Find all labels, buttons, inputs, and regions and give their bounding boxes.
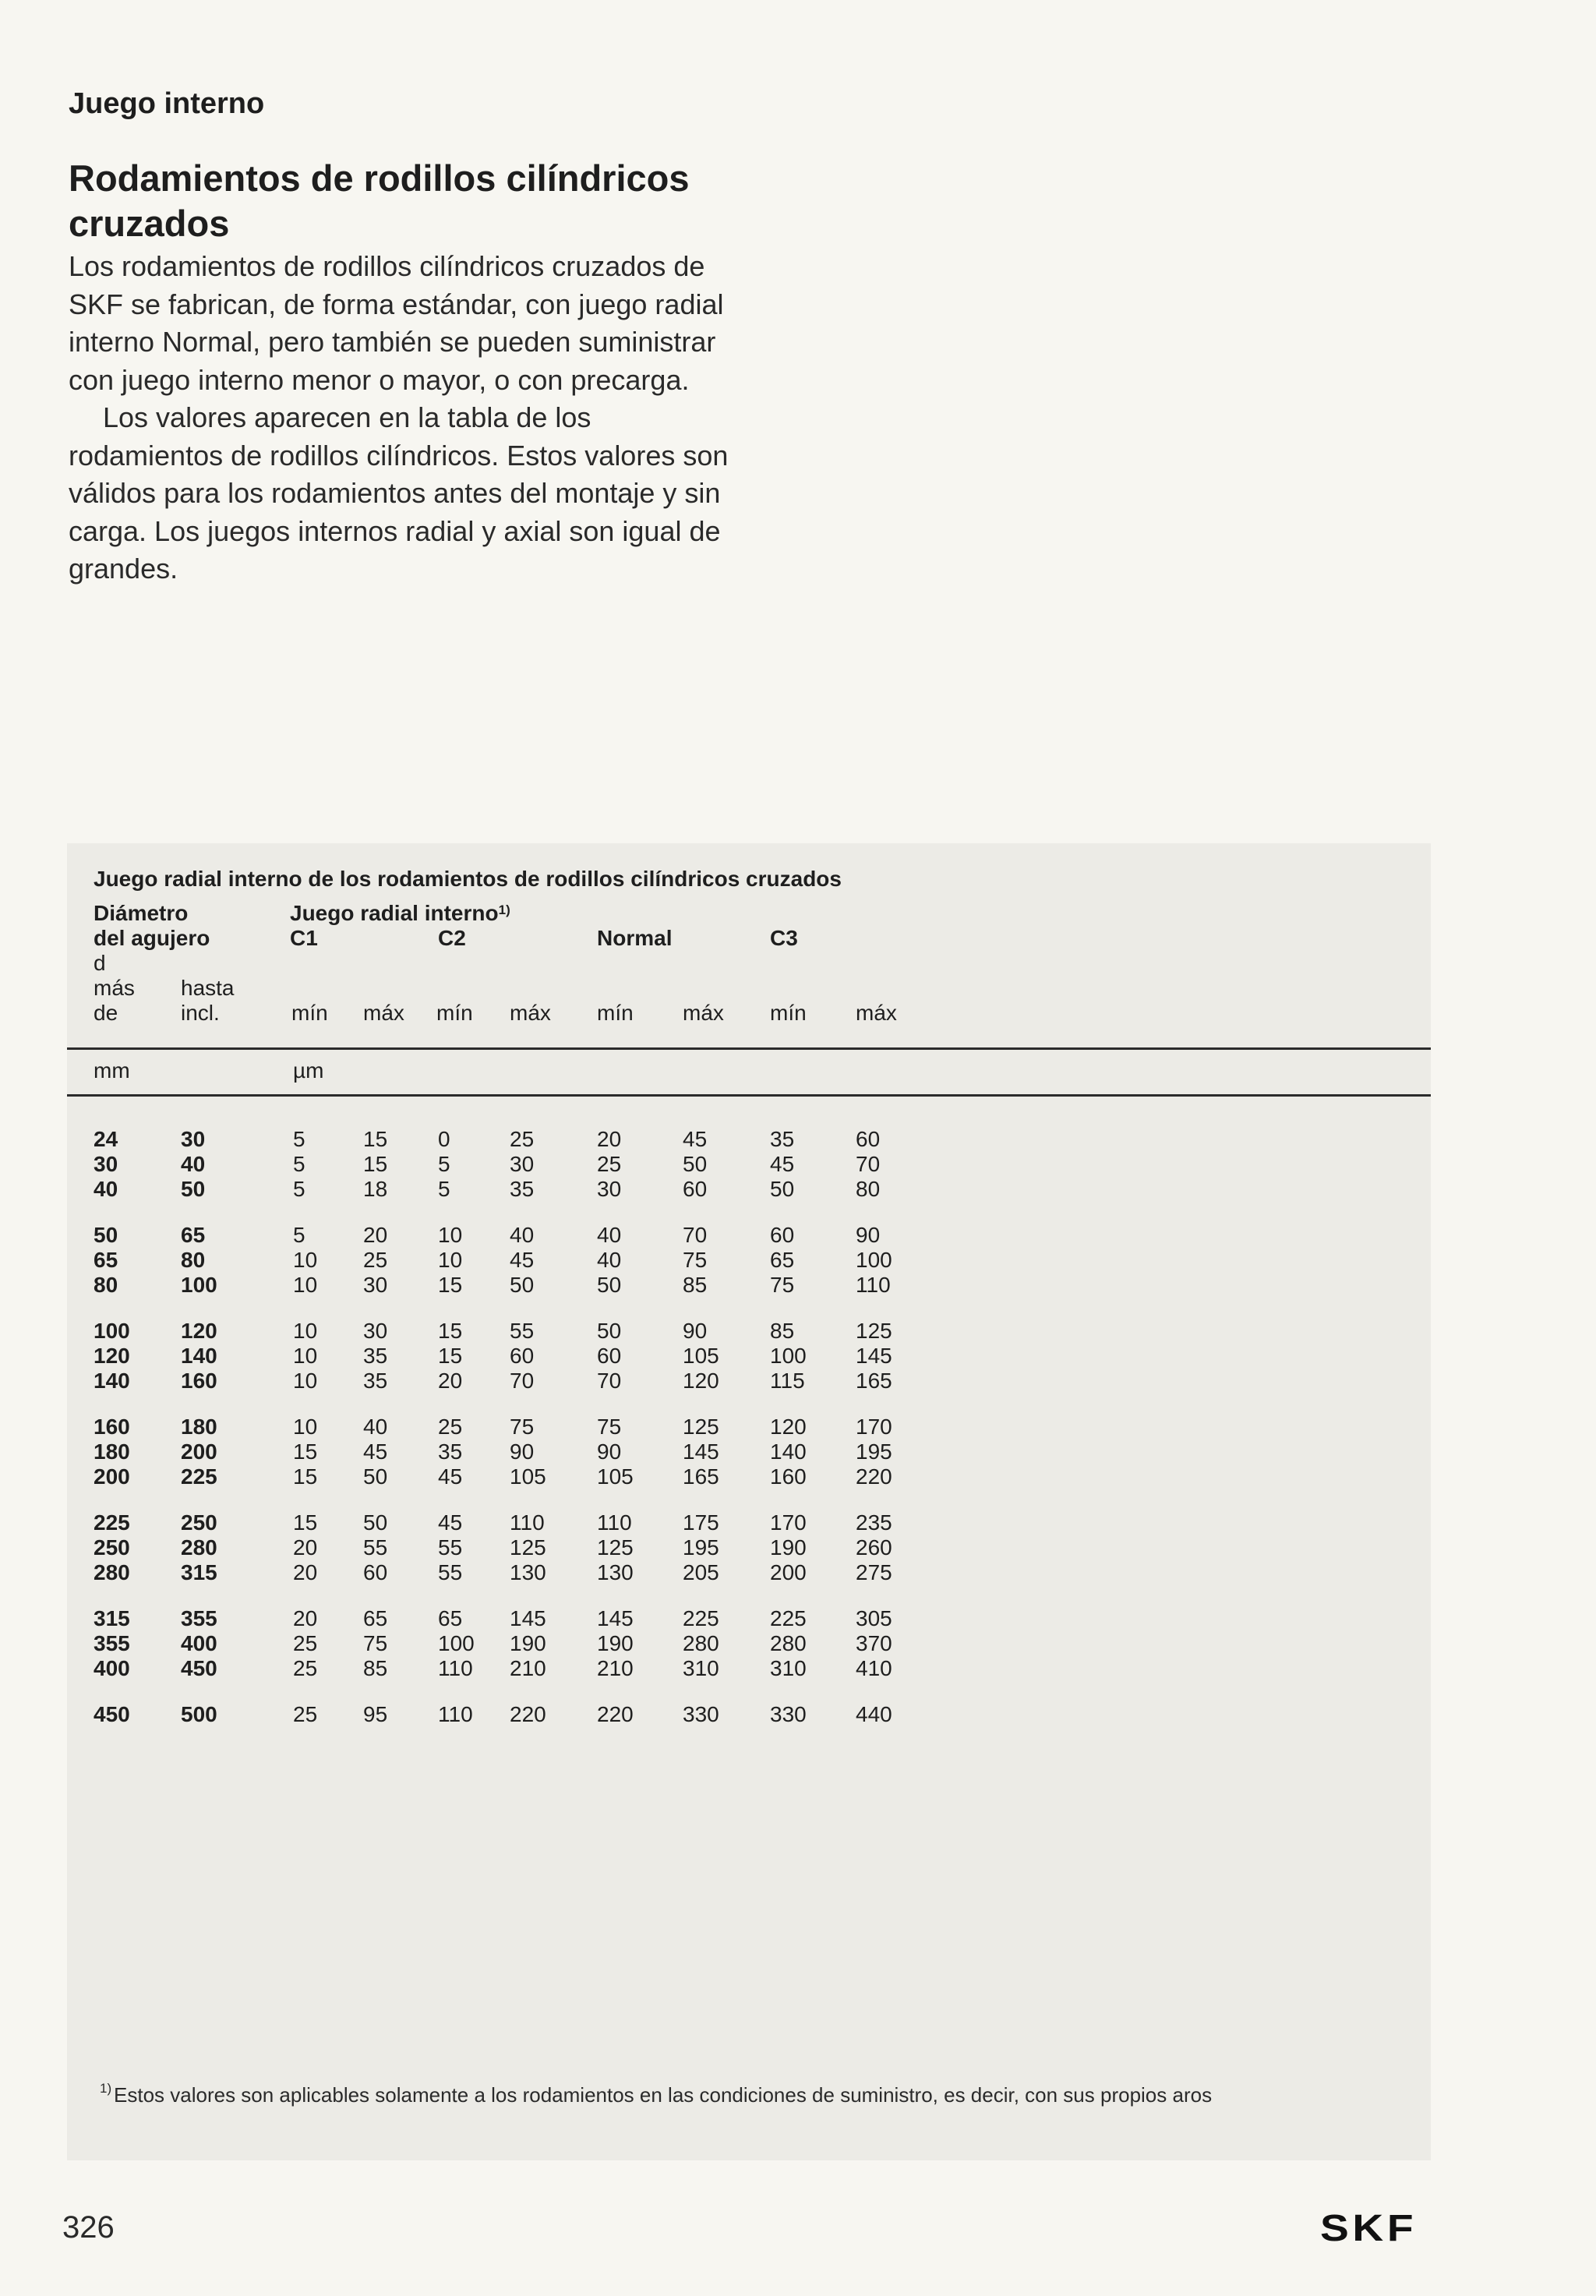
normal-max-cell: 280 [683,1631,719,1655]
c3-max-cell: 235 [856,1510,892,1535]
table-row [67,1656,1431,1681]
c3-min-cell: 65 [770,1248,795,1272]
table-row [67,1152,1431,1177]
c1-max-cell: 45 [363,1439,388,1464]
normal-max-cell: 145 [683,1439,719,1464]
c3-min-cell: 140 [770,1439,807,1464]
bore-over-cell: 40 [94,1177,118,1201]
normal-min-cell: 130 [597,1560,634,1584]
col-max-label: máx [683,1001,724,1025]
bore-over-cell: 250 [94,1535,130,1560]
bore-over-cell: 400 [94,1656,130,1680]
normal-min-cell: 40 [597,1223,622,1247]
intro-text [69,248,739,588]
c1-min-cell: 20 [293,1535,318,1560]
c2-min-cell: 55 [438,1535,463,1560]
bore-incl-cell: 100 [181,1273,217,1297]
normal-max-cell: 85 [683,1273,708,1297]
c3-min-cell: 35 [770,1127,795,1151]
c2-max-cell: 50 [510,1273,535,1297]
c2-min-cell: 15 [438,1273,463,1297]
table-row [67,1223,1431,1248]
normal-max-cell: 165 [683,1464,719,1489]
bore-over-cell: 200 [94,1464,130,1489]
group-c2-label: C2 [438,926,466,950]
c1-max-cell: 35 [363,1369,388,1393]
c3-min-cell: 280 [770,1631,807,1655]
c1-max-cell: 50 [363,1464,388,1489]
c3-max-cell: 275 [856,1560,892,1584]
c2-min-cell: 45 [438,1464,463,1489]
header-rule [67,1094,1431,1097]
intro-paragraph: Los valores aparecen en la tabla de los rodamientos de rodillos cilíndricos. Estos valores son válidos para los rodamientos antes del montaje y sin carga. Los juegos internos radial y axial son igual de grandes. [69,401,729,585]
c2-max-cell: 90 [510,1439,535,1464]
normal-min-cell: 75 [597,1415,622,1439]
c3-max-cell: 170 [856,1415,892,1439]
c3-min-cell: 225 [770,1606,807,1630]
bore-incl-cell: 80 [181,1248,206,1272]
c1-max-cell: 30 [363,1319,388,1343]
c2-min-cell: 10 [438,1248,463,1272]
c1-min-cell: 20 [293,1606,318,1630]
bore-incl-cell: 200 [181,1439,217,1464]
c3-max-cell: 100 [856,1248,892,1272]
table-row [67,1439,1431,1464]
c1-min-cell: 5 [293,1152,305,1176]
skf-logo: SKF [1320,2208,1418,2249]
normal-min-cell: 25 [597,1152,622,1176]
normal-max-cell: 60 [683,1177,708,1201]
c3-min-cell: 330 [770,1702,807,1726]
c1-min-cell: 10 [293,1369,318,1393]
c2-max-cell: 40 [510,1223,535,1247]
bore-over-cell: 30 [94,1152,118,1176]
normal-min-cell: 210 [597,1656,634,1680]
table-row [67,1631,1431,1656]
col-incl-label: hasta [181,976,235,1000]
c1-max-cell: 40 [363,1415,388,1439]
bore-incl-cell: 355 [181,1606,217,1630]
normal-min-cell: 220 [597,1702,634,1726]
c2-max-cell: 75 [510,1415,535,1439]
table-footnote [100,2081,1392,2107]
normal-min-cell: 50 [597,1273,622,1297]
bore-over-cell: 100 [94,1319,130,1343]
table-row [67,1560,1431,1585]
table-row [67,1702,1431,1727]
bore-over-cell: 50 [94,1223,118,1247]
unit-mm: mm [94,1058,130,1083]
normal-max-cell: 205 [683,1560,719,1584]
c3-max-cell: 60 [856,1127,881,1151]
c2-max-cell: 130 [510,1560,546,1584]
c2-max-cell: 70 [510,1369,535,1393]
c1-max-cell: 60 [363,1560,388,1584]
c1-min-cell: 15 [293,1464,318,1489]
c3-min-cell: 120 [770,1415,807,1439]
c2-max-cell: 30 [510,1152,535,1176]
normal-min-cell: 110 [597,1510,632,1535]
c1-min-cell: 10 [293,1319,318,1343]
c3-min-cell: 100 [770,1344,807,1368]
bore-over-cell: 80 [94,1273,118,1297]
c1-min-cell: 10 [293,1273,318,1297]
c2-max-cell: 110 [510,1510,545,1535]
normal-min-cell: 40 [597,1248,622,1272]
col-min-label: mín [291,1001,328,1025]
c3-min-cell: 75 [770,1273,795,1297]
c1-max-cell: 85 [363,1656,388,1680]
footnote-marker: 1) [498,903,510,917]
table-row [67,1464,1431,1489]
normal-min-cell: 20 [597,1127,622,1151]
c3-min-cell: 60 [770,1223,795,1247]
bore-over-cell: 65 [94,1248,118,1272]
c2-min-cell: 0 [438,1127,450,1151]
normal-min-cell: 125 [597,1535,634,1560]
bore-over-cell: 24 [94,1127,118,1151]
table-row [67,1606,1431,1631]
c3-min-cell: 310 [770,1656,807,1680]
normal-min-cell: 145 [597,1606,634,1630]
c2-max-cell: 55 [510,1319,535,1343]
bore-over-cell: 140 [94,1369,130,1393]
unit-micrometre: µm [293,1058,324,1083]
c2-max-cell: 35 [510,1177,535,1201]
bore-incl-cell: 280 [181,1535,217,1560]
c1-max-cell: 35 [363,1344,388,1368]
c2-max-cell: 220 [510,1702,546,1726]
section-label: Juego interno [69,87,265,120]
c1-min-cell: 5 [293,1177,305,1201]
c1-max-cell: 15 [363,1127,388,1151]
normal-min-cell: 90 [597,1439,622,1464]
bore-incl-cell: 500 [181,1702,217,1726]
c3-max-cell: 370 [856,1631,892,1655]
bore-over-cell: 180 [94,1439,130,1464]
c3-min-cell: 200 [770,1560,807,1584]
c2-min-cell: 5 [438,1152,450,1176]
c2-max-cell: 45 [510,1248,535,1272]
bore-over-cell: 225 [94,1510,130,1535]
clearance-table [67,843,1431,2160]
c1-max-cell: 25 [363,1248,388,1272]
table-row [67,1127,1431,1152]
bore-incl-cell: 160 [181,1369,217,1393]
c1-min-cell: 20 [293,1560,318,1584]
bore-over-cell: 315 [94,1606,130,1630]
c2-min-cell: 25 [438,1415,463,1439]
col-max-label: máx [510,1001,551,1025]
normal-min-cell: 60 [597,1344,622,1368]
bore-diameter-label: Diámetro [94,901,189,925]
group-c1-label: C1 [290,926,318,950]
table-row [67,1319,1431,1344]
c3-min-cell: 160 [770,1464,807,1489]
c1-min-cell: 25 [293,1702,318,1726]
normal-max-cell: 195 [683,1535,719,1560]
c3-max-cell: 80 [856,1177,881,1201]
c2-max-cell: 60 [510,1344,535,1368]
col-min-label: mín [597,1001,634,1025]
bore-incl-cell: 250 [181,1510,217,1535]
c3-min-cell: 45 [770,1152,795,1176]
col-over-label: más [94,976,135,1000]
c1-min-cell: 10 [293,1248,318,1272]
page-title: Rodamientos de rodillos cilíndricos cruzados [69,157,690,244]
table-row [67,1510,1431,1535]
table-row [67,1273,1431,1298]
table-row [67,1248,1431,1273]
table-row [67,1369,1431,1393]
bore-incl-cell: 315 [181,1560,217,1584]
bore-incl-cell: 450 [181,1656,217,1680]
c2-min-cell: 15 [438,1319,463,1343]
c2-min-cell: 55 [438,1560,463,1584]
normal-min-cell: 30 [597,1177,622,1201]
c2-min-cell: 65 [438,1606,463,1630]
page-number: 326 [62,2210,115,2245]
c3-max-cell: 440 [856,1702,892,1726]
col-min-label: mín [436,1001,473,1025]
bore-over-cell: 160 [94,1415,130,1439]
c3-min-cell: 50 [770,1177,795,1201]
col-max-label: máx [856,1001,897,1025]
c3-min-cell: 85 [770,1319,795,1343]
c1-max-cell: 75 [363,1631,388,1655]
normal-max-cell: 50 [683,1152,708,1176]
normal-max-cell: 45 [683,1127,708,1151]
c2-min-cell: 15 [438,1344,463,1368]
c1-min-cell: 10 [293,1415,318,1439]
intro-paragraph: Los rodamientos de rodillos cilíndricos cruzados de SKF se fabrican, de forma estándar, con juego radial interno Normal, pero también se pueden suministrar con juego interno menor o mayor, o con precarga. [69,250,724,396]
normal-max-cell: 330 [683,1702,719,1726]
c3-max-cell: 260 [856,1535,892,1560]
c2-min-cell: 20 [438,1369,463,1393]
normal-max-cell: 175 [683,1510,719,1535]
c1-max-cell: 50 [363,1510,388,1535]
normal-min-cell: 70 [597,1369,622,1393]
col-min-label: mín [770,1001,807,1025]
bore-over-cell: 450 [94,1702,130,1726]
bore-diameter-label: del agujero [94,926,210,950]
group-normal-label: Normal [597,926,673,950]
c2-max-cell: 145 [510,1606,546,1630]
c3-max-cell: 125 [856,1319,892,1343]
c2-max-cell: 125 [510,1535,546,1560]
bore-incl-cell: 225 [181,1464,217,1489]
c3-max-cell: 110 [856,1273,891,1297]
c3-max-cell: 305 [856,1606,892,1630]
header-rule [67,1047,1431,1050]
c2-min-cell: 110 [438,1656,473,1680]
table-row [67,1535,1431,1560]
bore-incl-cell: 180 [181,1415,217,1439]
bore-incl-cell: 120 [181,1319,217,1343]
clearance-label: Juego radial interno$^{1)}$ [290,901,510,925]
normal-min-cell: 190 [597,1631,634,1655]
normal-max-cell: 125 [683,1415,719,1439]
c1-max-cell: 55 [363,1535,388,1560]
footnote-marker: 1) [100,2081,112,2096]
c2-max-cell: 210 [510,1656,546,1680]
bore-incl-cell: 40 [181,1152,206,1176]
normal-min-cell: 105 [597,1464,634,1489]
c1-min-cell: 25 [293,1631,318,1655]
table-row [67,1344,1431,1369]
c1-min-cell: 15 [293,1510,318,1535]
c1-min-cell: 5 [293,1223,305,1247]
normal-max-cell: 75 [683,1248,708,1272]
c3-max-cell: 220 [856,1464,892,1489]
normal-max-cell: 105 [683,1344,719,1368]
bore-incl-cell: 50 [181,1177,206,1201]
c3-max-cell: 410 [856,1656,892,1680]
bore-incl-cell: 400 [181,1631,217,1655]
c1-max-cell: 15 [363,1152,388,1176]
c3-max-cell: 195 [856,1439,892,1464]
bore-incl-cell: 65 [181,1223,206,1247]
c2-min-cell: 10 [438,1223,463,1247]
c3-max-cell: 70 [856,1152,881,1176]
c1-max-cell: 95 [363,1702,388,1726]
c1-min-cell: 10 [293,1344,318,1368]
c2-min-cell: 5 [438,1177,450,1201]
normal-min-cell: 50 [597,1319,622,1343]
normal-max-cell: 225 [683,1606,719,1630]
c3-max-cell: 165 [856,1369,892,1393]
table-body [67,1127,1431,1727]
c1-min-cell: 25 [293,1656,318,1680]
c3-max-cell: 145 [856,1344,892,1368]
table-row [67,1177,1431,1202]
table-caption: Juego radial interno de los rodamientos de rodillos cilíndricos cruzados [94,867,842,891]
c3-min-cell: 115 [770,1369,805,1393]
c2-min-cell: 35 [438,1439,463,1464]
normal-max-cell: 310 [683,1656,719,1680]
c1-max-cell: 20 [363,1223,388,1247]
bore-symbol: d [94,951,106,975]
group-c3-label: C3 [770,926,798,950]
col-incl-label: incl. [181,1001,220,1025]
bore-incl-cell: 140 [181,1344,217,1368]
c2-min-cell: 110 [438,1702,473,1726]
c2-min-cell: 100 [438,1631,475,1655]
bore-over-cell: 355 [94,1631,130,1655]
c3-min-cell: 190 [770,1535,807,1560]
normal-max-cell: 120 [683,1369,719,1393]
c3-max-cell: 90 [856,1223,881,1247]
c3-min-cell: 170 [770,1510,807,1535]
bore-incl-cell: 30 [181,1127,206,1151]
normal-max-cell: 70 [683,1223,708,1247]
c1-max-cell: 18 [363,1177,388,1201]
c2-max-cell: 25 [510,1127,535,1151]
col-max-label: máx [363,1001,404,1025]
c1-min-cell: 15 [293,1439,318,1464]
c1-max-cell: 65 [363,1606,388,1630]
bore-over-cell: 280 [94,1560,130,1584]
normal-max-cell: 90 [683,1319,708,1343]
c2-max-cell: 190 [510,1631,546,1655]
c2-max-cell: 105 [510,1464,546,1489]
c1-max-cell: 30 [363,1273,388,1297]
footnote-text: Estos valores son aplicables solamente a los rodamientos en las condiciones de suministro, es decir, con sus propios aros [114,2083,1213,2107]
c1-min-cell: 5 [293,1127,305,1151]
c2-min-cell: 45 [438,1510,463,1535]
bore-over-cell: 120 [94,1344,130,1368]
table-row [67,1415,1431,1439]
col-over-label: de [94,1001,118,1025]
